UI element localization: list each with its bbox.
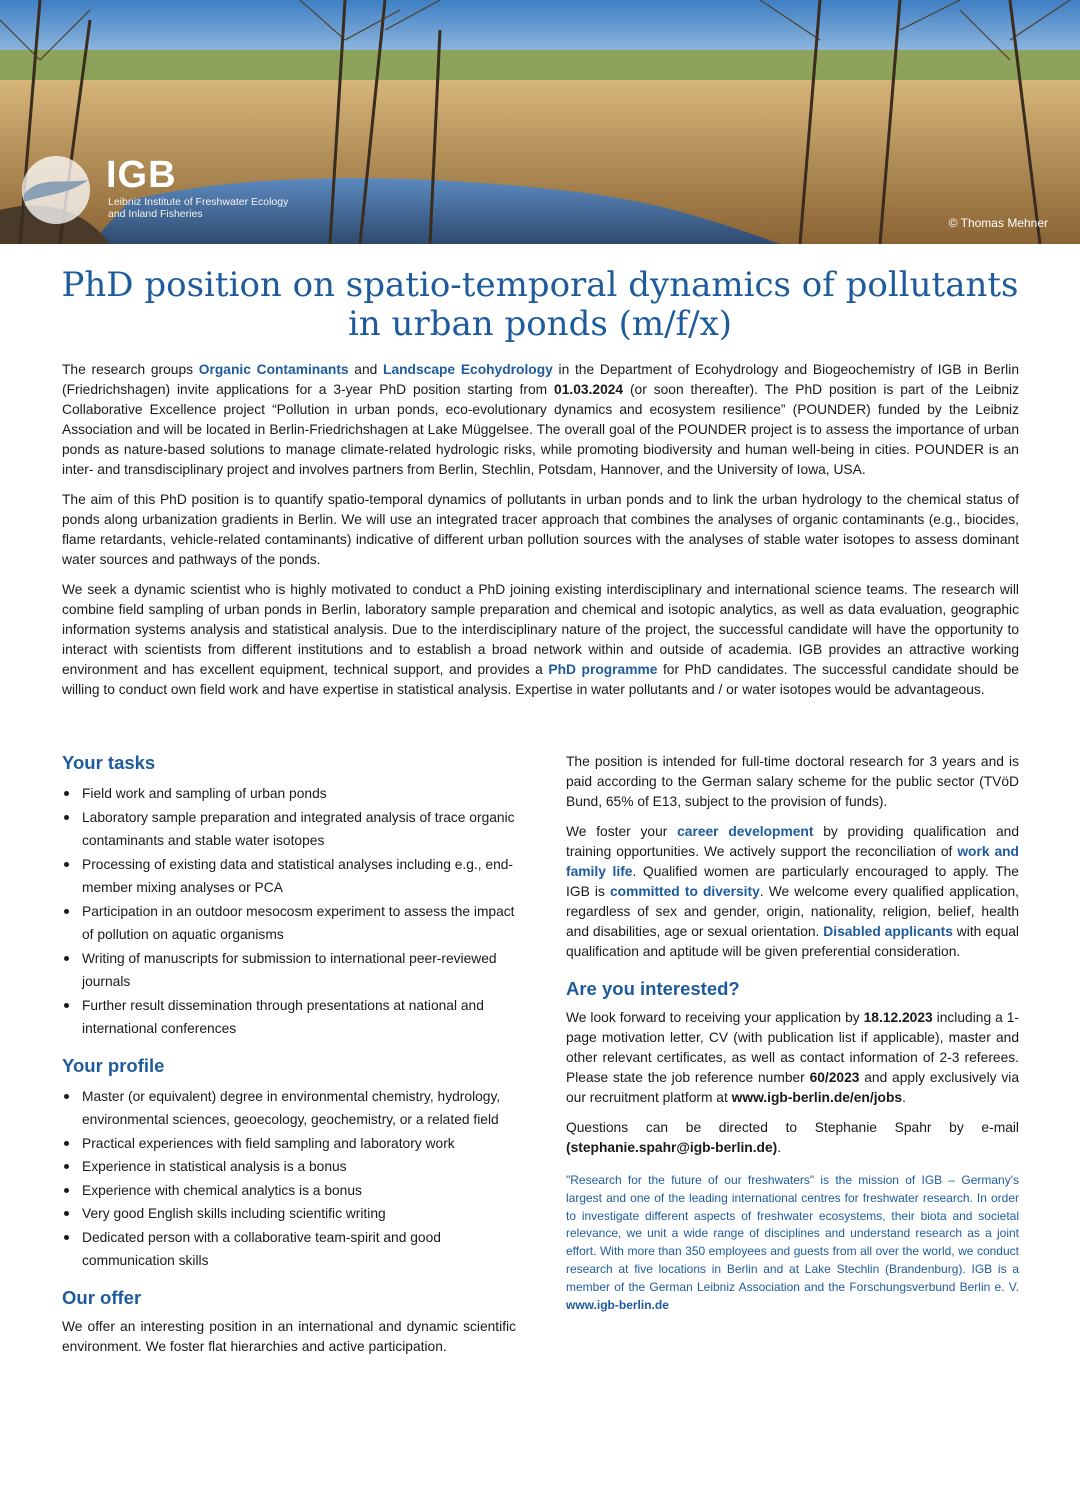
text-run: and bbox=[348, 362, 384, 377]
link-career-development[interactable]: career development bbox=[677, 824, 814, 839]
tasks-heading: Your tasks bbox=[62, 752, 156, 773]
text-run: for PhD candidates. The successful candidate should be willing to conduct own field work and have expertise in statistical analysis. Expertise in water pollutants and / or water isotopes would be advantageous. bbox=[62, 662, 1019, 697]
profile-list bbox=[62, 1085, 516, 1273]
link-igb-website[interactable]: www.igb-berlin.de bbox=[566, 1297, 669, 1312]
logo-subtitle bbox=[108, 196, 348, 220]
text-run: . We welcome every qualified application, regardless of sex and gender, origin, nationality, religion, belief, health and disabilities, age or sexual orientation. bbox=[566, 884, 1019, 939]
text-run: We foster your bbox=[566, 824, 678, 839]
list-item: Dedicated person with a collaborative team-spirit and good communication skills bbox=[62, 1226, 516, 1273]
intro-paragraph-3 bbox=[62, 580, 1019, 700]
text-run: (or soon thereafter). The PhD position is part of the Leibniz Collaborative Excellence project “Pollution in urban ponds, eco-evolutionary dynamics and ecosystem resilience” (POUNDER) funded by the Leibniz Association and will be located in Berlin-Friedrichshagen at Lake Müggelsee. The overall goal of the POUNDER project is to assess the importance of urban ponds as nature-based solutions to manage climate-related hydrologic risks, while promoting biodiversity and human well-being in cities. POUNDER is an inter- and transdisciplinary project and involves partners from Berlin, Stechlin, Potsdam, Hannover, and the University of Iowa, USA. bbox=[62, 382, 1020, 477]
igb-logo-icon bbox=[20, 154, 92, 226]
intro-paragraph-2: The aim of this PhD position is to quantify spatio-temporal dynamics of pollutants in urban ponds and to link the urban hydrology to the chemical status of ponds along urbanization gradients in Berlin. We will use an integrated tracer approach that combines the analyses of organic contaminants (e.g., biocides, flame retardants, vehicle-related contaminants) indicative of different urban pollution sources with the analyses of stable water isotopes to assess dominant water sources and pathways of the ponds. bbox=[62, 492, 1019, 567]
text-run: We look forward to receiving your application by bbox=[566, 1010, 864, 1025]
logo-subtitle-line1: Leibniz Institute of Freshwater Ecology bbox=[108, 196, 289, 208]
text-run: . bbox=[777, 1140, 782, 1155]
deadline: 18.12.2023 bbox=[863, 1010, 933, 1025]
page-title: PhD position on spatio-temporal dynamics of pollutants in urban ponds (m/f/x) bbox=[61, 265, 1019, 344]
header-photo bbox=[0, 0, 1080, 244]
link-committed-to-diversity[interactable]: committed to diversity bbox=[609, 884, 760, 899]
questions-paragraph bbox=[566, 1118, 1019, 1158]
logo-subtitle-line2: and Inland Fisheries bbox=[108, 208, 203, 220]
left-column bbox=[62, 752, 516, 1367]
link-landscape-ecohydrology[interactable]: Landscape Ecohydrology bbox=[383, 362, 553, 377]
list-item: Field work and sampling of urban ponds bbox=[62, 782, 516, 806]
list-item: Further result dissemination through presentations at national and international conferences bbox=[62, 994, 516, 1041]
text-run: by providing qualification and training opportunities. We actively support the reconciliation of bbox=[566, 824, 1019, 859]
list-item: Master (or equivalent) degree in environmental chemistry, hydrology, environmental sciences, geoecology, geochemistry, or a related field bbox=[62, 1085, 516, 1132]
list-item: Experience in statistical analysis is a bonus bbox=[62, 1155, 516, 1179]
text-run: including a 1-page motivation letter, CV (with publication list if applicable), master and other relevant certificates, as well as contact information of 2-3 referees. Please state the job reference number bbox=[566, 1010, 1019, 1085]
list-item: Participation in an outdoor mesocosm experiment to assess the impact of pollution on aquatic organisms bbox=[62, 900, 516, 947]
intro-paragraph-1 bbox=[62, 360, 1019, 480]
link-work-family-life[interactable]: work and family life bbox=[566, 844, 1019, 879]
interested-heading: Are you interested? bbox=[566, 978, 740, 999]
link-disabled-applicants[interactable]: Disabled applicants bbox=[823, 924, 953, 939]
text-run: Questions can be directed to Stephanie Spahr by e-mail bbox=[566, 1120, 1019, 1135]
link-jobs-url[interactable]: www.igb-berlin.de/en/jobs bbox=[731, 1090, 903, 1105]
list-item: Processing of existing data and statistical analyses including e.g., end-member mixing analyses or PCA bbox=[62, 853, 516, 900]
text-run: with equal qualification and aptitude will be given preferential consideration. bbox=[566, 924, 1019, 959]
position-text: The position is intended for full-time doctoral research for 3 years and is paid according to the German salary scheme for the public sector (TVöD Bund, 65% of E13, subject to the provision of funds). bbox=[566, 754, 1019, 809]
right-column bbox=[566, 752, 1019, 1314]
logo-name: IGB bbox=[106, 154, 177, 196]
list-item: Very good English skills including scientific writing bbox=[62, 1202, 516, 1226]
intro-section bbox=[62, 360, 1019, 710]
text-run: and apply exclusively via our recruitment platform at bbox=[566, 1070, 1019, 1105]
link-phd-programme[interactable]: PhD programme bbox=[548, 662, 658, 677]
text-run: The research groups bbox=[62, 362, 199, 377]
foster-paragraph bbox=[566, 822, 1019, 962]
text-run: We seek a dynamic scientist who is highly motivated to conduct a PhD joining existing interdisciplinary and international science teams. The research will combine field sampling of urban ponds in Berlin, laboratory sample preparation and chemical and isotopic analytics, as well as data evaluation, geographic information systems analysis and statistical analysis. Due to the interdisciplinary nature of the project, the successful candidate will have the opportunity to interact with scientists from different institutions and to establish a broad network within and outside of academia. IGB provides an attractive working environment and has excellent equipment, technical support, and provides a bbox=[62, 582, 1019, 677]
tasks-list bbox=[62, 782, 516, 1041]
list-item: Laboratory sample preparation and integrated analysis of trace organic contaminants and stable water isotopes bbox=[62, 806, 516, 853]
list-item: Writing of manuscripts for submission to international peer-reviewed journals bbox=[62, 947, 516, 994]
list-item: Practical experiences with field sampling and laboratory work bbox=[62, 1132, 516, 1156]
offer-heading: Our offer bbox=[62, 1286, 142, 1308]
text-run: . bbox=[902, 1090, 906, 1105]
text-run: . Qualified women are particularly encouraged to apply. The IGB is bbox=[566, 864, 1019, 899]
igb-logo bbox=[20, 154, 340, 228]
link-email[interactable]: (stephanie.spahr@igb-berlin.de) bbox=[566, 1140, 778, 1155]
text-run: "Research for the future of our freshwaters" is the mission of IGB – Germany's largest and one of the leading international centres for freshwater research. In order to investigate different aspects of freshwater ecosystems, their biota and societal relevance, we unit a wide range of disciplines and understand research as a joint effort. With more than 350 employees and guests from all over the world, we conduct research at five locations in Berlin and at Lake Stechlin (Brandenburg). IGB is a member of the German Leibniz Association and the Forschungsverbund Berlin e. V. bbox=[566, 1173, 1019, 1294]
start-date: 01.03.2024 bbox=[554, 382, 624, 397]
reference-number: 60/2023 bbox=[809, 1070, 860, 1085]
photo-credit: © Thomas Mehner bbox=[948, 216, 1048, 230]
list-item: Experience with chemical analytics is a bonus bbox=[62, 1179, 516, 1203]
text-run: in the Department of Ecohydrology and Biogeochemistry of IGB in Berlin (Friedrichshagen) invite applications for a 3-year PhD position starting from bbox=[62, 362, 1019, 397]
offer-text: We offer an interesting position in an international and dynamic scientific environment. We foster flat hierarchies and active participation. bbox=[62, 1318, 516, 1354]
apply-paragraph bbox=[566, 1008, 1019, 1108]
mission-statement bbox=[566, 1172, 1019, 1314]
profile-heading: Your profile bbox=[62, 1054, 165, 1076]
link-organic-contaminants[interactable]: Organic Contaminants bbox=[198, 362, 349, 377]
